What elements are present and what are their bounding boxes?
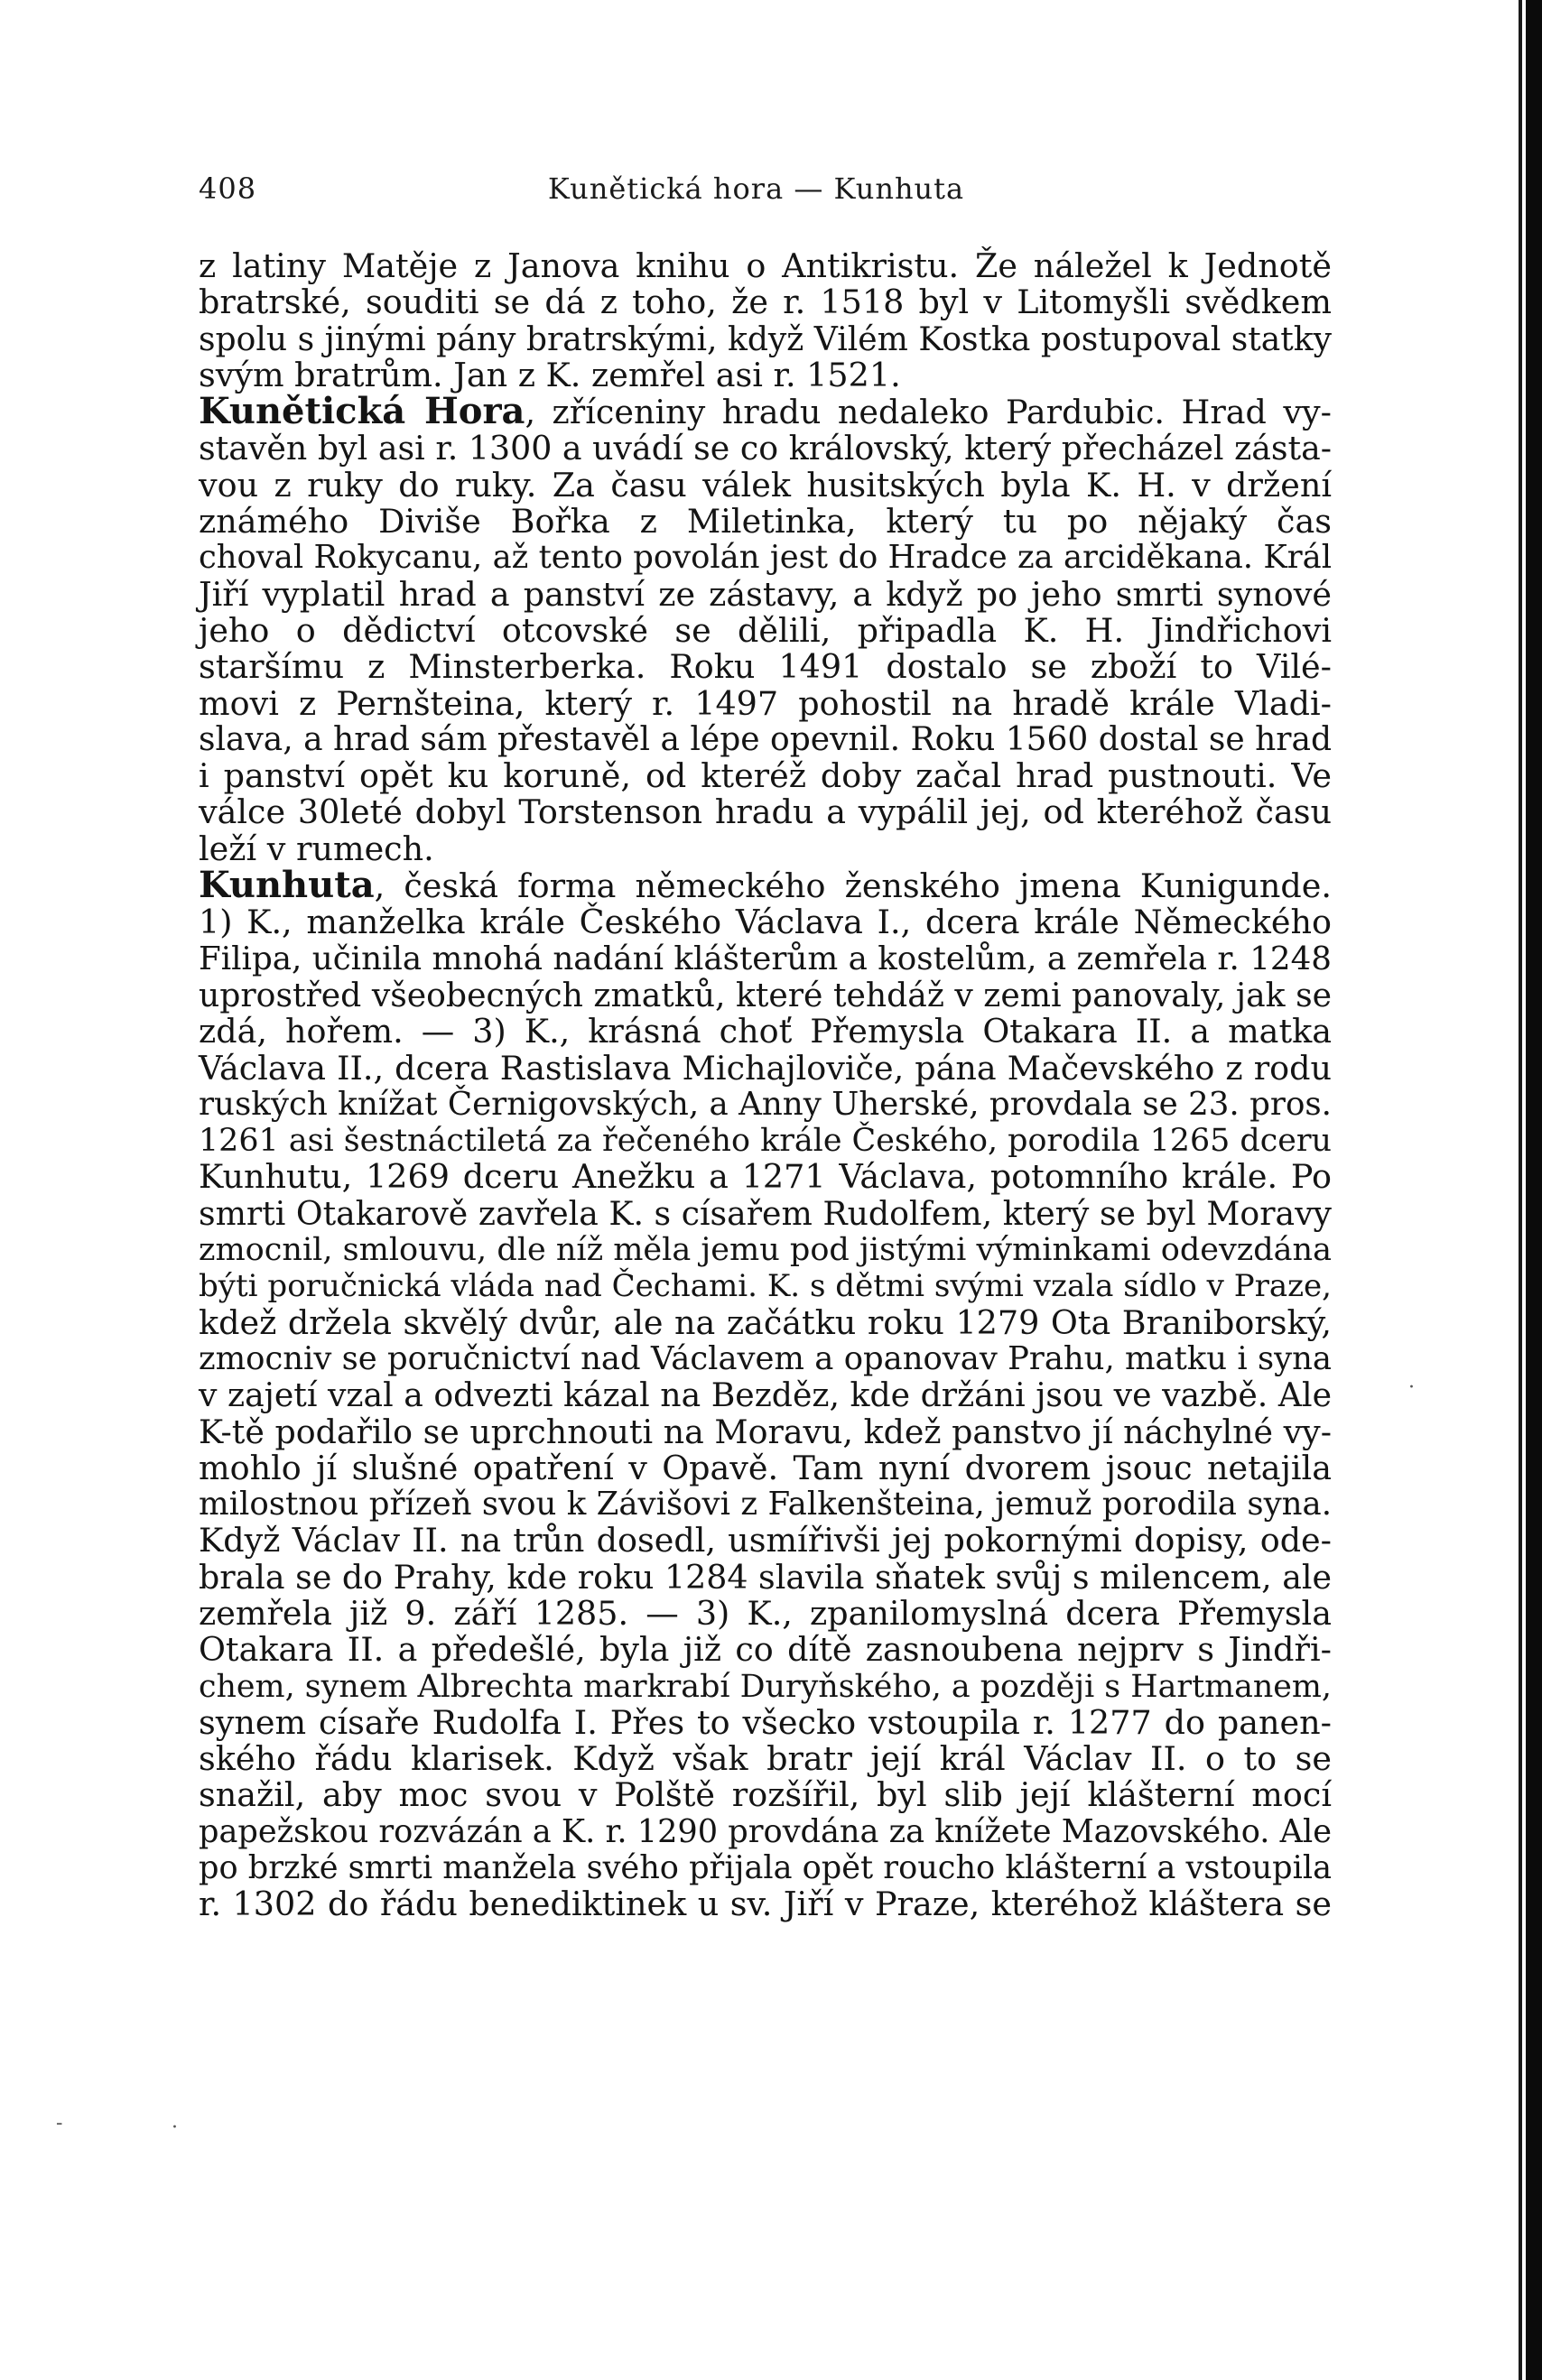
text-line: válce 30leté dobyl Torstenson hradu a vypálil jej, od kteréhož času [199,792,1332,832]
text-line: Když Václav II. na trůn dosedl, usmířivši jej pokornými dopisy, ode- [199,1521,1332,1560]
text-line: Filipa, učinila mnohá nadání klášterům a kostelům, a zemřela r. 1248 [199,940,1332,977]
text-line: K-tě podařilo se uprchnouti na Moravu, kdež panstvo jí náchylné vy- [199,1412,1332,1451]
text-line: Václava II., dcera Rastislava Michajloviče, pána Mačevského z rodu [199,1048,1332,1088]
text-line: milostnou přízeň svou k Závišovi z Falkenšteina, jemuž porodila syna. [199,1486,1332,1523]
entry-headword: Kunětická Hora [199,390,525,433]
text-line: Otakara II. a předešlé, byla již co dítě zasnoubena nejprv s Jindři- [199,1630,1332,1670]
text-line: papežskou rozvázán a K. r. 1290 provdána za knížete Mazovského. Ale [199,1812,1332,1850]
text-line: zmocniv se poručnictví nad Václavem a opanovav Prahu, matku i syna [199,1339,1332,1377]
text-line: staršímu z Minsterberka. Roku 1491 dostalo se zboží to Vilé- [199,647,1332,687]
page-number: 408 [199,171,257,206]
text-line: r. 1302 do řádu benediktinek u sv. Jiří v Praze, kteréhož kláštera se [199,1885,1332,1924]
text-line: ruských knížat Černigovských, a Anny Uherské, provdala se 23. pros. [199,1085,1332,1123]
text-fragment: , česká forma německého ženského jmena Kunigunde. [374,866,1332,906]
text-line: leží v rumech. [199,829,434,868]
text-line: movi z Pernšteina, který r. 1497 pohostil na hradě krále Vladi- [199,683,1332,723]
text-line: synem císaře Rudolfa I. Přes to všecko vstoupila r. 1277 do panen- [199,1702,1332,1742]
scan-speck: - [56,2112,63,2135]
text-fragment: , zříceniny hradu nedaleko Pardubic. Hrad vy- [525,393,1332,432]
text-line: smrti Otakarově zavřela K. s císařem Rudolfem, který se byl Moravy [199,1193,1332,1233]
text-line: zdá, hořem. — 3) K., krásná choť Přemysla Otakara II. a matka [199,1012,1332,1051]
text-line: z latiny Matěje z Janova knihu o Antikristu. Že náležel k Jednotě [199,246,1332,285]
text-line [199,864,1332,907]
text-line: snažil, aby moc svou v Polště rozšířil, byl slib její klášterní mocí [199,1775,1332,1815]
scan-speck: · [172,2116,178,2139]
text-line: 1261 asi šestnáctiletá za řečeného krále Českého, porodila 1265 dceru [199,1123,1332,1160]
page-edge-rule [1519,0,1522,2380]
text-line: známého Diviše Bořka z Miletinka, který tu po nějaký čas [199,502,1332,542]
text-line: uprostřed všeobecných zmatků, které tehdáž v zemi panovaly, jak se [199,975,1332,1014]
text-line: chem, synem Albrechta markrabí Duryňského, a později s Hartmanem, [199,1668,1332,1705]
text-line: jeho o dědictví otcovské se dělili, připadla K. H. Jindřichovi [199,610,1332,650]
text-line: bratrské, souditi se dá z toho, že r. 1518 byl v Litomyšli svědkem [199,282,1332,322]
page-header [199,171,1314,208]
text-line: brala se do Prahy, kde roku 1284 slavila sňatek svůj s milencem, ale [199,1557,1332,1597]
text-line: Jiří vyplatil hrad a panství ze zástavy, a když po jeho smrti synové [199,574,1332,614]
text-line: po brzké smrti manžela svého přijala opět roucho klášterní a vstoupila [199,1849,1332,1887]
entry-kuneticka-hora [199,390,1332,868]
text-line: 1) K., manželka krále Českého Václava I., dcera krále Německého [199,903,1332,942]
text-line: kdež držela skvělý dvůr, ale na začátku roku 1279 Ota Braniborský, [199,1302,1332,1342]
scan-speck: · [1408,1376,1415,1399]
text-line: i panství opět ku koruně, od kteréž doby začal hrad pustnouti. Ve [199,756,1332,796]
text-line: choval Rokycanu, až tento povolán jest do Hradce za arciděkana. Král [199,539,1332,577]
entry-continuation [199,248,1332,394]
text-line: mohlo jí slušné opatření v Opavě. Tam nyní dvorem jsouc netajila [199,1448,1332,1487]
entry-kunhuta [199,864,1332,1924]
text-line: spolu s jinými pány bratrskými, když Vilém Kostka postupoval statky [199,319,1332,358]
running-head: Kunětická hora — Kunhuta [547,171,965,206]
text-line: vou z ruky do ruky. Za času válek husitských byla K. H. v držení [199,465,1332,505]
text-line: zmocnil, smlouvu, dle níž měla jemu pod jistými výminkami odevzdána [199,1231,1332,1269]
text-line: býti poručnická vláda nad Čechami. K. s dětmi svými vzala sídlo v Praze, [199,1268,1332,1305]
text-line: zemřela již 9. září 1285. — 3) K., zpanilomyslná dcera Přemysla [199,1593,1332,1633]
text-line: Kunhutu, 1269 dceru Anežku a 1271 Václava, potomního krále. Po [199,1157,1332,1197]
encyclopedia-text [199,248,1332,1923]
text-line: ského řádu klarisek. Když však bratr její král Václav II. o to se [199,1739,1332,1779]
entry-headword: Kunhuta [199,864,375,907]
text-line: stavěn byl asi r. 1300 a uvádí se co královský, který přecházel zásta- [199,429,1332,468]
text-line [199,390,1332,433]
text-line: slava, a hrad sám přestavěl a lépe opevnil. Roku 1560 dostal se hrad [199,720,1332,758]
text-line: v zajetí vzal a odvezti kázal na Bezděz, kde držáni jsou ve vazbě. Ale [199,1375,1332,1415]
text-line: svým bratrům. Jan z K. zemřel asi r. 1521. [199,355,901,394]
